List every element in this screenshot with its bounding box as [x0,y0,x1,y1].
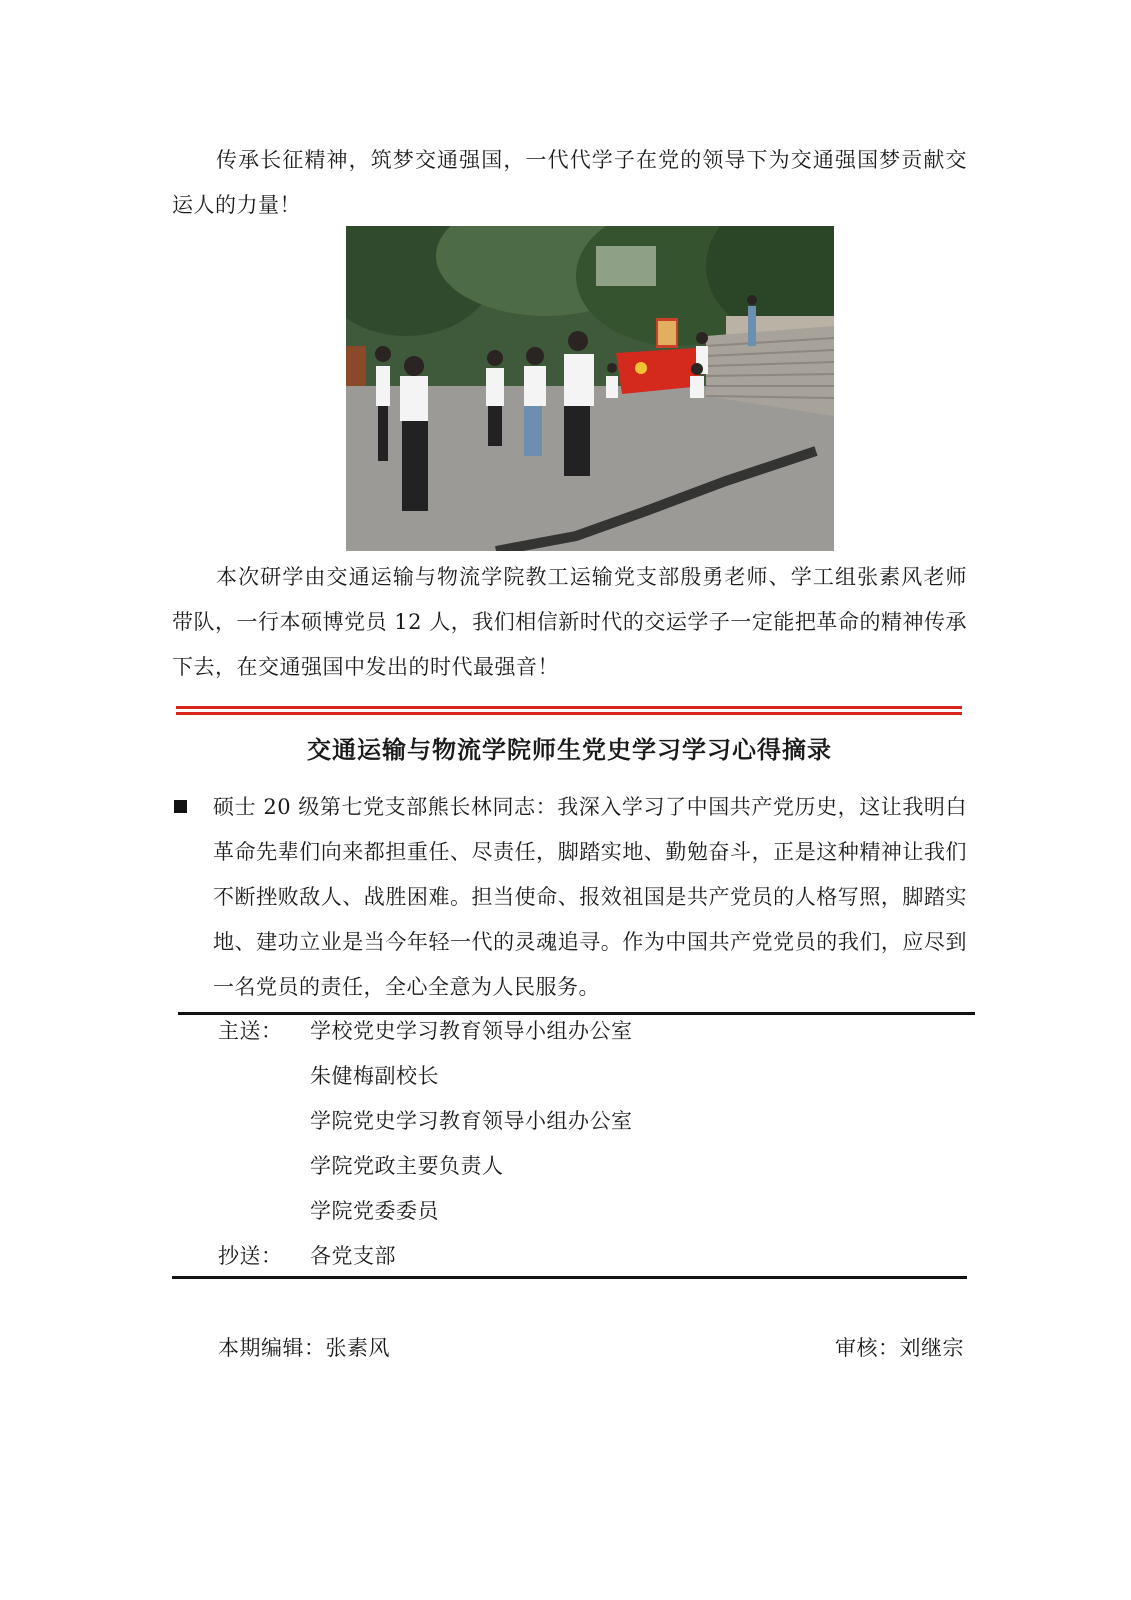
square-bullet-icon [174,800,187,813]
intro-paragraph: 传承长征精神，筑梦交通强国，一代代学子在党的领导下为交通强国梦贡献交运人的力量！ [172,148,967,217]
red-divider-top [176,706,962,709]
cc-recipient: 各党支部 [310,1244,396,1268]
cc-label: 抄送： [218,1244,283,1268]
reviewer-credit: 审核：刘继宗 [835,1336,964,1360]
main-recipient: 学院党史学习教育领导小组办公室 [310,1109,633,1133]
distribution-bottom-rule [172,1276,967,1279]
main-recipient: 朱健梅副校长 [310,1064,439,1088]
main-recipients-label: 主送： [218,1019,283,1043]
editor-credit: 本期编辑：张素风 [218,1336,390,1360]
main-recipient: 学院党委委员 [310,1199,439,1223]
testimonial-text: 硕士 20 级第七党支部熊长林同志：我深入学习了中国共产党历史，这让我明白革命先辈们向来都担重任、尽责任，脚踏实地、勤勉奋斗，正是这种精神让我们不断挫败敌人、战胜困难。担当使命、报效祖国是共产党员的人格写照，脚踏实地、建功立业是当今年轻一代的灵魂追寻。作为中国共产党党员的我们，应尽到一名党员的责任，全心全意为人民服务。 [213,795,967,999]
oath-ceremony-photo [346,226,834,551]
red-divider-bottom [176,712,962,715]
section-title: 交通运输与物流学院师生党史学习学习心得摘录 [307,736,832,764]
main-recipient: 学院党政主要负责人 [310,1154,504,1178]
study-trip-paragraph: 本次研学由交通运输与物流学院教工运输党支部殷勇老师、学工组张素风老师带队，一行本硕博党员 12 人，我们相信新时代的交运学子一定能把革命的精神传承下去，在交通强国中发出的时代最强音！ [172,565,967,679]
main-recipient: 学校党史学习教育领导小组办公室 [310,1019,633,1043]
